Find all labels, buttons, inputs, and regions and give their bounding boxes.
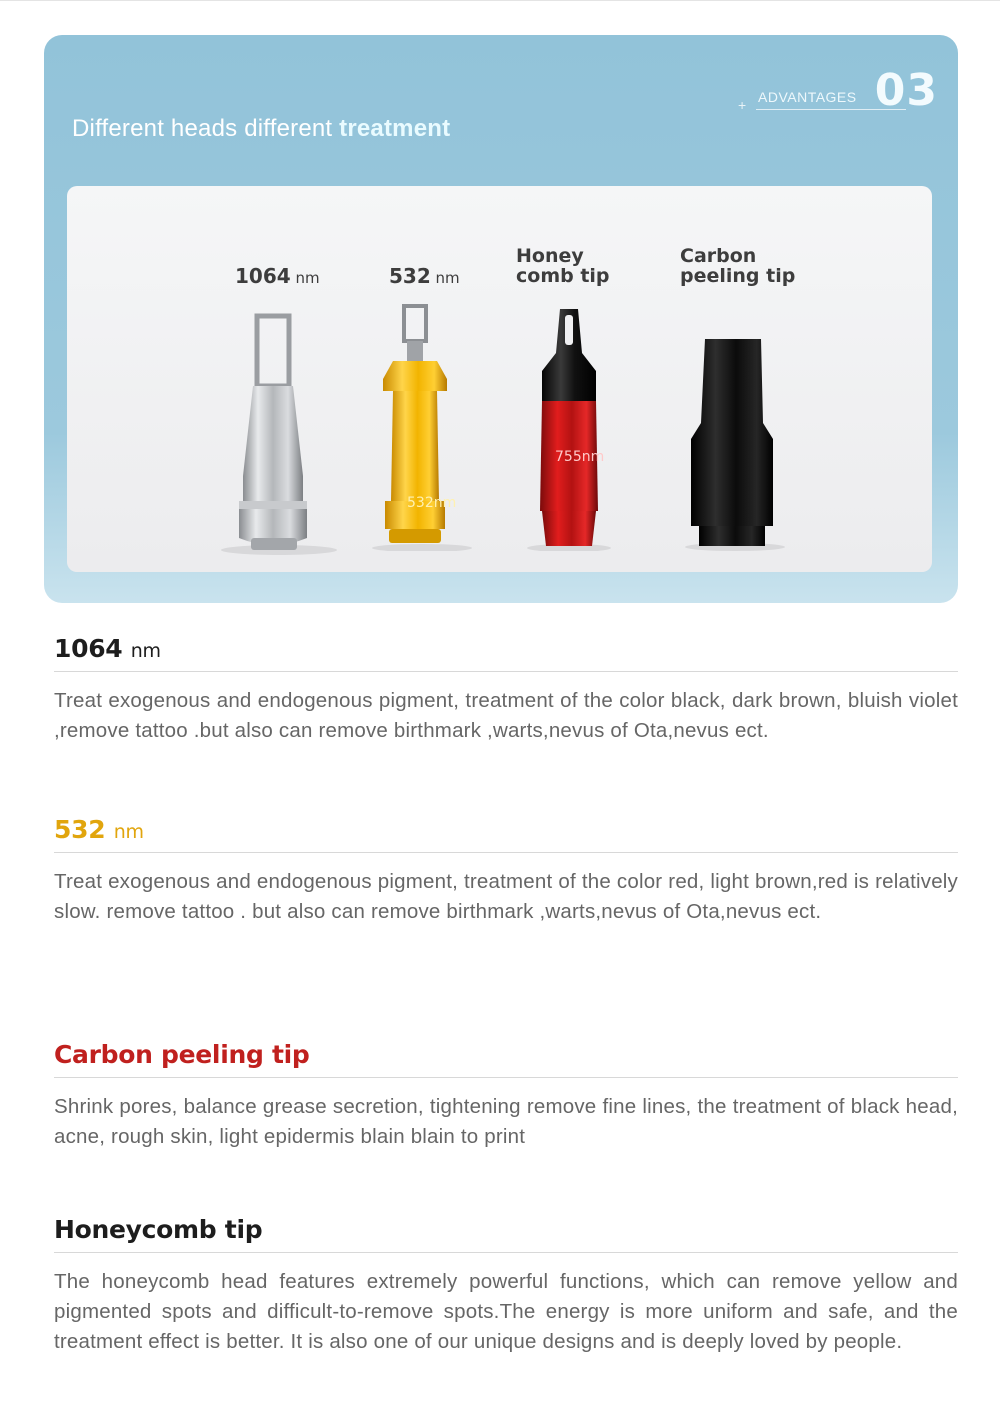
- plus-icon: +: [738, 97, 747, 113]
- section-body: Treat exogenous and endogenous pigment, treatment of the color red, light brown,red is relatively slow. remove tattoo . but also can remove birthmark ,warts,nevus of Ota,nevus ect.: [54, 870, 958, 923]
- section-heading-unit: nm: [130, 640, 161, 662]
- tip-carbon-image: [677, 331, 787, 551]
- section-body: Shrink pores, balance grease secretion, tightening remove fine lines, the treatment of black head, acne, rough skin, light epidermis blain blain to print: [54, 1095, 958, 1148]
- section-heading-text: 1064: [54, 634, 123, 663]
- hero-card: [44, 35, 958, 603]
- product-label-line1: Honey: [516, 245, 584, 267]
- section-heading: Carbon peeling tip: [54, 1040, 310, 1069]
- product-label-line2: comb tip: [516, 265, 610, 287]
- section-divider: [54, 1077, 958, 1078]
- section-heading-unit: nm: [113, 821, 144, 843]
- section-532: [54, 815, 958, 927]
- section-carbon-peeling: [54, 1040, 958, 1152]
- product-label-1064: [235, 264, 320, 288]
- section-divider: [54, 852, 958, 853]
- section-heading: Honeycomb tip: [54, 1215, 263, 1244]
- tip-1064-image: [217, 306, 337, 556]
- tip-532-engraving: 532nm: [407, 495, 457, 511]
- section-body: Treat exogenous and endogenous pigment, treatment of the color black, dark brown, bluish violet ,remove tattoo .but also can remove birthmark ,warts,nevus of Ota,nevus ect.: [54, 689, 958, 742]
- section-heading-text: 532: [54, 815, 106, 844]
- section-divider: [54, 1252, 958, 1253]
- product-label-name: 532: [389, 264, 431, 288]
- product-label-line1: Carbon: [680, 245, 757, 267]
- product-label-carbon: [680, 246, 820, 286]
- product-label-name: 1064: [235, 264, 291, 288]
- hero-title-accent: treatment: [339, 115, 451, 142]
- product-label-unit: [431, 269, 460, 287]
- product-label-unit: [291, 269, 320, 287]
- section-divider: [54, 671, 958, 672]
- tip-honeycomb-engraving: 755nm: [555, 449, 605, 465]
- section-heading: [54, 815, 958, 844]
- section-honeycomb: [54, 1215, 958, 1357]
- section-1064: [54, 634, 958, 746]
- product-panel: [67, 186, 932, 572]
- top-divider: [0, 0, 1000, 1]
- hero-title-prefix: Different heads different: [72, 115, 340, 142]
- advantages-label: ADVANTAGES: [758, 89, 857, 105]
- hero-title: [72, 115, 450, 143]
- tip-honeycomb-image: [522, 301, 622, 551]
- section-heading: [54, 634, 958, 663]
- product-label-532: [389, 264, 460, 288]
- tip-532-image: [367, 301, 477, 551]
- product-label-unit-text: nm: [435, 269, 460, 287]
- product-label-honeycomb: [516, 246, 636, 286]
- product-label-unit-text: nm: [295, 269, 320, 287]
- product-label-line2: peeling tip: [680, 265, 796, 287]
- section-body: The honeycomb head features extremely powerful functions, which can remove yellow and pigmented spots and difficult-to-remove spots.The energy is more uniform and safe, and the treatment effect is better. It is also one of our unique designs and is deeply loved by people.: [54, 1270, 958, 1353]
- advantages-badge: [738, 65, 938, 115]
- advantages-number: 03: [874, 65, 938, 116]
